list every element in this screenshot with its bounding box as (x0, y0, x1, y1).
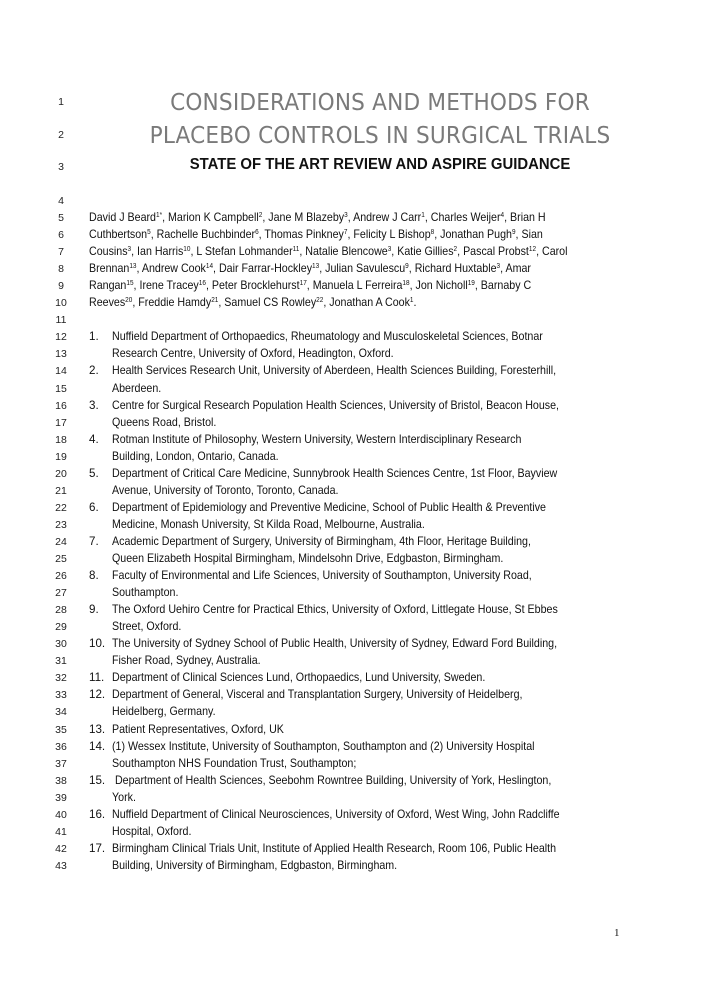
line-number: 17 (55, 416, 67, 429)
affiliation-number: 17. (89, 841, 106, 855)
author-line (89, 211, 546, 224)
affiliation-text: Academic Department of Surgery, University of Birmingham, 4th Floor, Heritage Building, (112, 534, 531, 548)
author-line (89, 228, 543, 241)
line-number: 41 (55, 825, 67, 838)
author-text: Brennan (89, 262, 130, 276)
affiliation-text: Fisher Road, Sydney, Australia. (112, 654, 261, 668)
line-number: 33 (55, 689, 67, 702)
affiliation-superscript: 13 (312, 263, 320, 271)
affiliation-superscript: 7 (343, 229, 348, 237)
author-text: , Pascal Probst (457, 245, 529, 259)
affiliation-superscript: 19 (467, 280, 475, 288)
line-number: 39 (55, 791, 67, 804)
author-text: , Sian (515, 228, 543, 242)
line-number: 18 (55, 433, 67, 446)
author-text: , Manuela L Ferreira (306, 279, 403, 293)
line-number: 26 (55, 570, 67, 583)
affiliation-superscript: 2 (258, 212, 263, 219)
affiliation-superscript: 1 (409, 297, 414, 305)
affiliation-text: Patient Representatives, Oxford, UK (112, 722, 284, 736)
author-text: , Thomas Pinkney (258, 228, 344, 242)
line-number: 4 (58, 195, 64, 207)
line-number: 20 (55, 467, 67, 480)
author-text: , Andrew J Carr (347, 211, 422, 224)
affiliation-text: Queen Elizabeth Hospital Birmingham, Mindelsohn Drive, Edgbaston, Birmingham. (112, 552, 504, 565)
line-number: 31 (55, 655, 67, 668)
author-text: , Rachelle Buchbinder (150, 228, 256, 242)
affiliation-superscript: 12 (528, 246, 537, 254)
affiliation-number: 6. (89, 500, 99, 514)
author-text: , Richard Huxtable (408, 262, 497, 276)
affiliation-text: Department of Health Sciences, Seebohm Rowntree Building, University of York, Heslington, (112, 773, 552, 787)
line-number: 1 (58, 96, 64, 108)
line-number: 12 (55, 331, 67, 344)
affiliation-superscript: 20 (125, 297, 133, 305)
author-text: Reeves (89, 296, 126, 310)
line-number: 23 (55, 518, 67, 531)
line-number: 13 (55, 348, 67, 361)
author-line (89, 245, 567, 258)
author-text: , Samuel CS Rowley (218, 296, 317, 310)
line-number: 15 (55, 382, 67, 395)
line-number: 11 (55, 314, 67, 327)
author-text: , Carol (536, 245, 568, 259)
affiliation-superscript: 21 (211, 297, 219, 305)
line-number: 16 (55, 399, 67, 412)
affiliation-number: 11. (89, 671, 105, 685)
affiliation-superscript: 4 (500, 212, 505, 219)
author-text: Cousins (89, 245, 128, 259)
affiliation-text: Building, London, Ontario, Canada. (112, 449, 279, 463)
affiliation-text: Department of Clinical Sciences Lund, Orthopaedics, Lund University, Sweden. (112, 671, 486, 685)
affiliation-superscript: 17 (299, 280, 307, 288)
author-text: , Jon Nicholl (409, 279, 468, 293)
affiliation-text: Birmingham Clinical Trials Unit, Institute of Applied Health Research, Room 106, Public Health (112, 841, 557, 855)
author-text: , Irene Tracey (133, 279, 199, 293)
affiliation-superscript: 1 (421, 212, 425, 219)
line-number: 37 (55, 757, 67, 770)
author-text: Cuthbertson (89, 228, 148, 242)
affiliation-text: Heidelberg, Germany. (112, 705, 216, 719)
affiliation-superscript: 10 (183, 246, 191, 254)
affiliation-number: 13. (89, 722, 106, 736)
line-number: 7 (58, 246, 64, 259)
affiliation-text: Nuffield Department of Clinical Neurosciences, University of Oxford, West Wing, John Radcliffe (112, 807, 560, 821)
affiliation-number: 4. (89, 432, 99, 446)
author-text: , L Stefan Lohmander (190, 245, 293, 259)
affiliation-number: 3. (89, 398, 99, 412)
author-text: , Jane M Blazeby (262, 211, 345, 224)
line-number: 40 (55, 808, 67, 821)
affiliation-superscript: 1* (156, 212, 163, 219)
affiliation-superscript: 18 (402, 280, 410, 288)
affiliation-number: 15. (89, 773, 106, 787)
subtitle: STATE OF THE ART REVIEW AND ASPIRE GUIDANCE (189, 156, 571, 173)
author-text: , Peter Brocklehurst (205, 279, 300, 293)
affiliation-text: (1) Wessex Institute, University of Southampton, Southampton and (2) University Hospital (112, 739, 535, 753)
affiliation-number: 7. (89, 534, 99, 548)
line-number: 34 (55, 706, 67, 719)
affiliation-superscript: 3 (496, 263, 501, 271)
affiliation-text: Aberdeen. (112, 381, 162, 395)
affiliation-number: 8. (89, 569, 99, 583)
author-text: Rangan (89, 279, 127, 293)
affiliation-text: Research Centre, University of Oxford, Headington, Oxford. (112, 347, 394, 361)
author-text: , Julian Savulescu (319, 262, 406, 276)
line-number: 43 (55, 859, 67, 872)
line-number: 5 (58, 212, 64, 224)
affiliation-number: 14. (89, 739, 106, 753)
author-text: , Charles Weijer (424, 211, 501, 224)
author-text: , Marion K Campbell (162, 211, 259, 224)
line-number: 27 (55, 587, 67, 600)
author-text: David J Beard (89, 211, 157, 224)
author-line (89, 296, 417, 309)
line-number: 19 (55, 450, 67, 463)
author-text: , Freddie Hamdy (132, 296, 212, 310)
affiliation-superscript: 9 (511, 229, 516, 237)
affiliation-text: Health Services Research Unit, University of Aberdeen, Health Sciences Building, Foresterhill, (112, 364, 557, 378)
author-text: . (413, 296, 417, 310)
affiliation-text: Department of Epidemiology and Preventive Medicine, School of Public Health & Preventive (112, 500, 546, 514)
affiliation-superscript: 16 (198, 280, 206, 288)
affiliation-text: The University of Sydney School of Public Health, University of Sydney, Edward Ford Building, (112, 637, 558, 651)
affiliation-superscript: 2 (453, 246, 458, 254)
affiliation-superscript: 5 (147, 229, 151, 237)
author-text: , Amar (500, 262, 531, 276)
line-number: 38 (55, 774, 67, 787)
line-number: 21 (55, 484, 67, 497)
affiliation-superscript: 11 (292, 246, 300, 254)
affiliation-superscript: 3 (344, 212, 348, 219)
affiliation-superscript: 3 (387, 246, 392, 254)
affiliation-text: Faculty of Environmental and Life Sciences, University of Southampton, University Road, (112, 569, 532, 583)
author-text: , Natalie Blencowe (299, 245, 388, 259)
line-number: 3 (58, 161, 64, 173)
affiliation-text: Avenue, University of Toronto, Toronto, Canada. (112, 483, 339, 497)
affiliation-text: Centre for Surgical Research Population Health Sciences, University of Bristol, Beacon House, (112, 398, 560, 412)
affiliation-number: 5. (89, 466, 99, 480)
affiliation-superscript: 6 (255, 229, 259, 237)
affiliation-text: Street, Oxford. (112, 620, 182, 634)
affiliation-number: 9. (89, 603, 99, 617)
line-number: 10 (55, 297, 67, 310)
author-text: , Andrew Cook (136, 262, 206, 276)
author-text: , Barnaby C (474, 279, 532, 293)
line-number: 24 (55, 535, 67, 548)
line-number: 32 (55, 672, 67, 685)
affiliation-number: 10. (89, 637, 106, 651)
author-text: , Ian Harris (131, 245, 184, 259)
affiliation-text: Southampton. (112, 586, 179, 600)
affiliation-text: Building, University of Birmingham, Edgbaston, Birmingham. (112, 858, 398, 872)
line-number: 6 (58, 229, 64, 242)
line-number: 25 (55, 553, 67, 565)
affiliation-number: 2. (89, 364, 99, 378)
line-number: 35 (55, 723, 67, 736)
line-number: 30 (55, 638, 67, 651)
line-number: 9 (58, 280, 64, 293)
affiliation-text: Medicine, Monash University, St Kilda Road, Melbourne, Australia. (112, 517, 425, 531)
title-line-2: PLACEBO CONTROLS IN SURGICAL TRIALS (149, 121, 611, 149)
author-text: , Dair Farrar-Hockley (213, 262, 313, 276)
line-number: 14 (55, 365, 67, 378)
title-line-1: CONSIDERATIONS AND METHODS FOR (170, 88, 590, 116)
author-line (89, 279, 531, 292)
line-number: 29 (55, 621, 67, 634)
affiliation-text: Queens Road, Bristol. (112, 415, 217, 429)
affiliation-superscript: 22 (316, 297, 324, 305)
affiliation-text: The Oxford Uehiro Centre for Practical Ethics, University of Oxford, Littlegate House, St Ebbes (112, 603, 558, 617)
affiliation-superscript: 9 (405, 263, 409, 271)
line-number: 36 (55, 740, 67, 753)
affiliation-superscript: 13 (129, 263, 137, 271)
page-number: 1 (614, 927, 620, 939)
author-text: , Felicity L Bishop (347, 228, 431, 242)
affiliation-text: Department of General, Visceral and Transplantation Surgery, University of Heidelberg, (112, 688, 523, 702)
affiliation-number: 1. (89, 330, 99, 344)
affiliation-superscript: 8 (430, 229, 435, 237)
author-text: , Jonathan Pugh (434, 228, 512, 242)
affiliation-text: Hospital, Oxford. (112, 824, 192, 838)
author-text: , Brian H (504, 211, 546, 224)
author-text: , Jonathan A Cook (323, 296, 410, 310)
affiliation-text: Rotman Institute of Philosophy, Western University, Western Interdisciplinary Research (112, 432, 522, 446)
affiliation-text: Department of Critical Care Medicine, Sunnybrook Health Sciences Centre, 1st Floor, Bayview (112, 466, 558, 480)
line-number: 8 (58, 263, 64, 276)
affiliation-text: Nuffield Department of Orthopaedics, Rheumatology and Musculoskeletal Sciences, Botnar (112, 330, 543, 344)
line-number: 42 (55, 842, 67, 855)
line-number: 2 (58, 129, 64, 141)
affiliation-superscript: 15 (126, 280, 134, 288)
affiliation-number: 16. (89, 807, 106, 821)
author-line (89, 262, 531, 275)
line-number: 28 (55, 604, 67, 617)
affiliation-text: Southampton NHS Foundation Trust, Southampton; (112, 756, 357, 770)
line-number: 22 (55, 501, 67, 514)
affiliation-superscript: 14 (205, 263, 214, 271)
affiliation-number: 12. (89, 688, 106, 702)
affiliation-superscript: 3 (127, 246, 132, 254)
author-text: , Katie Gillies (391, 245, 454, 259)
affiliation-text: York. (112, 790, 136, 804)
